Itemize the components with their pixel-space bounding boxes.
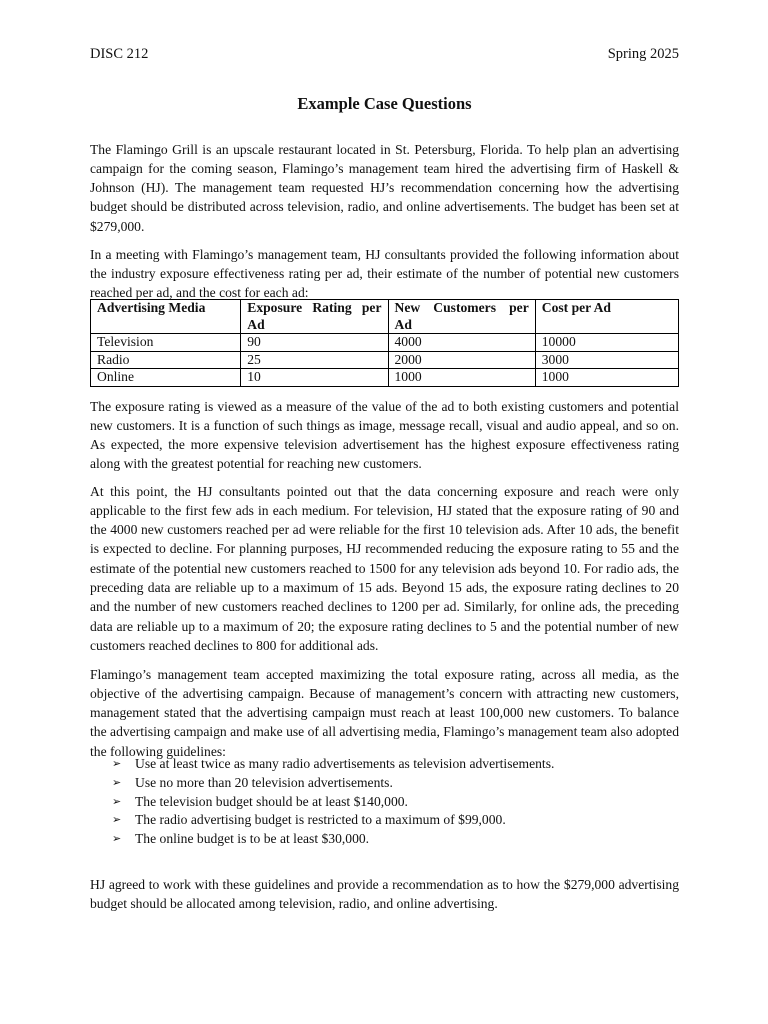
table-row <box>91 369 679 387</box>
table-cell-cost: 3000 <box>535 351 678 369</box>
objective-paragraph: Flamingo’s management team accepted maximizing the total exposure rating, across all media, as the objective of the advertising campaign. Because of management’s concern with attracting new customers, management stated that the advertising campaign must reach at least 100,000 new customers. To balance the advertising campaign and make use of all advertising media, Flamingo’s management team also adopted the following guidelines: <box>90 666 679 759</box>
table-cell-cost: 1000 <box>535 369 678 387</box>
list-item <box>112 830 554 849</box>
meeting-paragraph: In a meeting with Flamingo’s management team, HJ consultants provided the following information about the industry exposure effectiveness rating per ad, their estimate of the number of potential new customers reached per ad, and the cost for each ad: <box>90 246 679 301</box>
guideline-text: Use no more than 20 television advertisements. <box>135 774 393 790</box>
table-cell-media: Radio <box>91 351 241 369</box>
guideline-text: The radio advertising budget is restricted to a maximum of $99,000. <box>135 812 506 828</box>
column-header-exposure: Exposure Rating per Ad <box>241 300 388 334</box>
table-cell-exposure: 90 <box>241 334 388 352</box>
exposure-paragraph: The exposure rating is viewed as a measure of the value of the ad to both existing customers and potential new customers. It is a function of such things as image, message recall, visual and audio appeal, and so on. As expected, the more expensive television advertisement has the highest exposure effectiveness rating along with the greatest potential for reaching new customers. <box>90 398 679 472</box>
list-item <box>112 774 554 793</box>
advertising-media-table <box>90 299 679 387</box>
table-cell-exposure: 10 <box>241 369 388 387</box>
table-row <box>91 334 679 352</box>
table-header-row <box>91 300 679 334</box>
table-cell-customers: 4000 <box>388 334 535 352</box>
course-code: DISC 212 <box>90 46 149 62</box>
page-header <box>90 46 679 66</box>
table-cell-customers: 2000 <box>388 351 535 369</box>
closing-paragraph: HJ agreed to work with these guidelines and provide a recommendation as to how the $279,000 advertising budget should be allocated among television, radio, and online advertising. <box>90 876 679 911</box>
arrow-bullet-icon: ➢ <box>112 775 122 789</box>
document-title: Example Case Questions <box>297 94 472 113</box>
arrow-bullet-icon: ➢ <box>112 757 122 770</box>
list-item <box>112 811 554 830</box>
column-header-cost: Cost per Ad <box>535 300 678 334</box>
table-cell-cost: 10000 <box>535 334 678 352</box>
arrow-bullet-icon: ➢ <box>112 813 122 827</box>
table-cell-customers: 1000 <box>388 369 535 387</box>
arrow-bullet-icon: ➢ <box>112 832 122 846</box>
table-cell-media: Television <box>91 334 241 352</box>
column-header-customers: New Customers per Ad <box>388 300 535 334</box>
column-header-media: Advertising Media <box>91 300 241 334</box>
intro-paragraph: The Flamingo Grill is an upscale restaurant located in St. Petersburg, Florida. To help plan an advertising campaign for the coming season, Flamingo’s management team hired the advertising firm of Haskell & Johnson (HJ). The management team requested HJ’s recommendation concerning how the advertising budget should be distributed across television, radio, and online advertisements. The budget has been set at $279,000. <box>90 141 679 234</box>
table-row <box>91 351 679 369</box>
arrow-bullet-icon: ➢ <box>112 794 122 808</box>
term-label: Spring 2025 <box>607 46 679 62</box>
limits-paragraph: At this point, the HJ consultants pointed out that the data concerning exposure and reach were only applicable to the first few ads in each medium. For television, HJ stated that the exposure rating of 90 and the 4000 new customers reached per ad were reliable for the first 10 television ads. After 10 ads, the benefit is expected to decline. For planning purposes, HJ recommended reducing the exposure rating to 55 and the estimate of the potential new customers reached to 1500 for any television ads beyond 10. For radio ads, the preceding data are reliable up to a maximum of 15 ads. Beyond 15 ads, the exposure rating declines to 20 and the number of new customers reached declines to 1200 per ad. Similarly, for online ads, the preceding data are reliable up to a maximum of 20; the exposure rating declines to 5 and the potential number of new customers reached declines to 800 for additional ads. <box>90 483 679 653</box>
table-cell-media: Online <box>91 369 241 387</box>
guideline-text: Use at least twice as many radio advertisements as television advertisements. <box>135 756 555 771</box>
guideline-text: The online budget is to be at least $30,000. <box>135 831 370 847</box>
table-cell-exposure: 25 <box>241 351 388 369</box>
guideline-text: The television budget should be at least $140,000. <box>135 793 408 809</box>
list-item <box>112 755 554 774</box>
guidelines-list <box>112 755 554 849</box>
list-item <box>112 793 554 812</box>
